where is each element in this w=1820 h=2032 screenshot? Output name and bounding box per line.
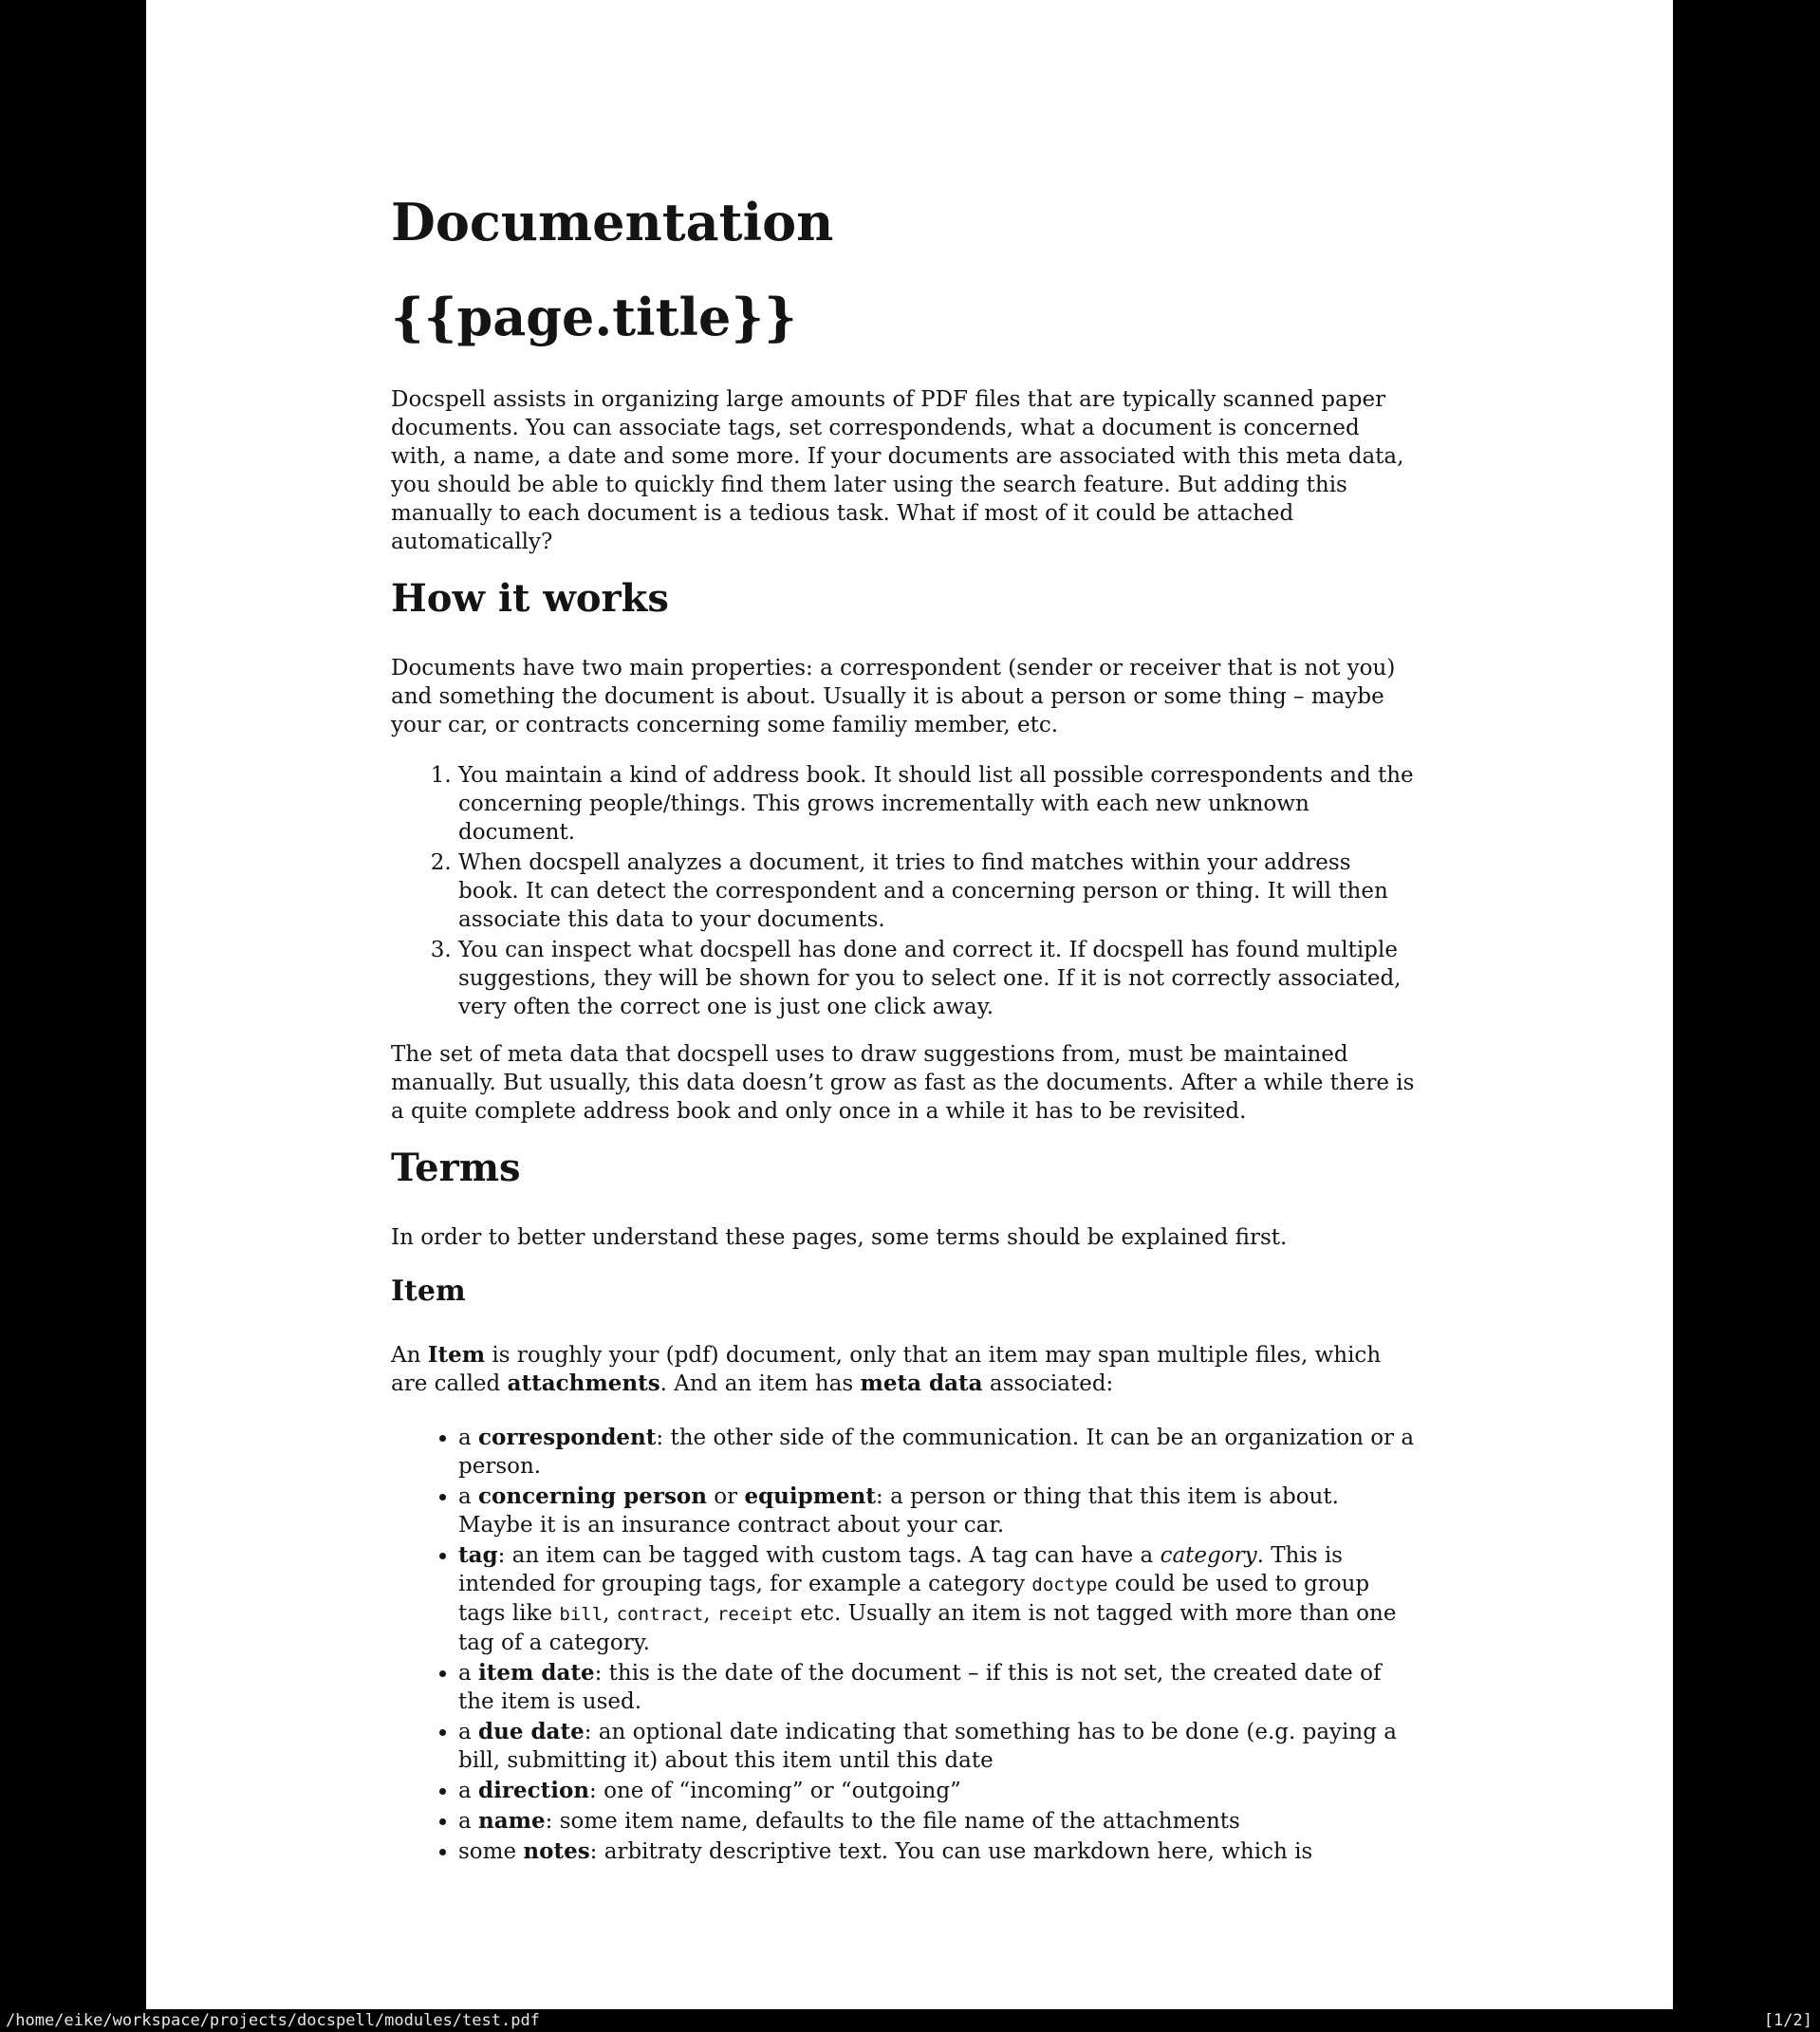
paragraph xyxy=(391,1341,1416,1398)
status-bar xyxy=(0,2009,1820,2032)
text-run: : an item can be tagged with custom tags. A tag can have a xyxy=(497,1542,1161,1568)
text-run: You maintain a kind of address book. It should list all possible correspondents and the concerning people/things. This grows incrementally with each new unknown document. xyxy=(458,762,1414,845)
text-run: An xyxy=(391,1342,428,1368)
text-run: In order to better understand these pages, some terms should be explained first. xyxy=(391,1224,1288,1250)
text-run: or xyxy=(706,1483,745,1509)
bold-text: notes xyxy=(523,1837,590,1864)
text-run: : a person or thing that this item is about. Maybe it is an insurance contract about your car. xyxy=(458,1483,1339,1538)
bold-text: name xyxy=(478,1807,546,1834)
paragraph xyxy=(391,1223,1416,1252)
text-run: , xyxy=(603,1600,617,1626)
list-item xyxy=(458,1837,1416,1866)
list-item xyxy=(458,936,1416,1021)
pdf-page xyxy=(146,0,1673,2009)
bold-text: concerning person xyxy=(478,1482,707,1509)
paragraph xyxy=(391,1040,1416,1126)
inline-code: receipt xyxy=(716,1603,793,1625)
inline-code: bill xyxy=(559,1603,604,1625)
paragraph xyxy=(391,385,1416,556)
text-run: a xyxy=(458,1425,479,1450)
text-run: , xyxy=(703,1600,717,1626)
file-path: /home/eike/workspace/projects/docspell/modules/test.pdf xyxy=(6,2011,540,2030)
list-item xyxy=(458,1424,1416,1481)
text-run: a xyxy=(458,1660,479,1686)
text-run: could be used to group tags like xyxy=(458,1571,1370,1626)
text-run: Docspell assists in organizing large amounts of PDF files that are typically scanned paper documents. You can associate tags, set correspondends, what a document is concerned with, a name, a date and some more. If your documents are associated with this meta data, you should be able to quickly find them later using the search feature. But adding this manually to each document is a tedious task. What if most of it could be attached automatically? xyxy=(391,386,1404,554)
heading-terms: Terms xyxy=(391,1145,521,1190)
list-item xyxy=(458,1777,1416,1805)
bold-text: correspondent xyxy=(478,1424,657,1450)
text-run: a xyxy=(458,1719,479,1744)
italic-text: category xyxy=(1160,1542,1257,1568)
heading-page-title: {{page.title}} xyxy=(391,287,797,348)
text-run: : one of “incoming” or “outgoing” xyxy=(589,1778,961,1803)
list-item xyxy=(458,848,1416,934)
bold-text: due date xyxy=(478,1718,585,1744)
list-item xyxy=(458,1659,1416,1716)
bold-text: equipment xyxy=(744,1482,877,1509)
text-run: a xyxy=(458,1808,479,1834)
ordered-list xyxy=(391,761,1416,1021)
heading-how-it-works: How it works xyxy=(391,575,669,621)
bullet-list xyxy=(391,1424,1416,1866)
list-item xyxy=(458,1807,1416,1836)
text-run: . This is intended for grouping tags, for example a category xyxy=(458,1542,1343,1596)
text-run: : the other side of the communication. It can be an organization or a person. xyxy=(458,1425,1415,1479)
text-run: When docspell analyzes a document, it tries to find matches within your address book. It can detect the correspondent and a concerning person or thing. It will then associate this data to your documents. xyxy=(458,849,1388,932)
bold-text: direction xyxy=(478,1777,590,1803)
text-run: is roughly your (pdf) document, only that an item may span multiple files, which are called xyxy=(391,1342,1382,1396)
text-run: The set of meta data that docspell uses to draw suggestions from, must be maintained manually. But usually, this data doesn’t grow as fast as the documents. After a while there is a quite complete address book and only once in a while it has to be revisited. xyxy=(391,1041,1415,1124)
bold-text: Item xyxy=(427,1341,486,1368)
inline-code: contract xyxy=(616,1603,704,1625)
text-run: : this is the date of the document – if this is not set, the created date of the item is used. xyxy=(458,1660,1382,1714)
text-run: You can inspect what docspell has done and correct it. If docspell has found multiple suggestions, they will be shown for you to select one. If it is not correctly associated, very often the correct one is just one click away. xyxy=(458,937,1402,1019)
text-run: . And an item has xyxy=(659,1370,861,1396)
heading-documentation: Documentation xyxy=(391,192,834,252)
text-run: associated: xyxy=(982,1370,1114,1396)
bold-text: attachments xyxy=(507,1370,660,1396)
list-item xyxy=(458,1718,1416,1775)
inline-code: doctype xyxy=(1031,1574,1108,1595)
text-run: : some item name, defaults to the file name of the attachments xyxy=(545,1808,1240,1834)
text-run: a xyxy=(458,1483,479,1509)
paragraph xyxy=(391,654,1416,739)
text-run: Documents have two main properties: a correspondent (sender or receiver that is not you) and something the document is about. Usually it is about a person or some thing – maybe your car, or contracts concerning some familiy member, etc. xyxy=(391,655,1396,737)
bold-text: tag xyxy=(458,1541,498,1568)
text-run: : arbitraty descriptive text. You can use markdown here, which is xyxy=(589,1838,1313,1864)
heading-item: Item xyxy=(391,1274,466,1308)
page-indicator: [1/2] xyxy=(1763,2011,1812,2030)
list-item xyxy=(458,1482,1416,1539)
bold-text: meta data xyxy=(860,1370,983,1396)
text-run: some xyxy=(458,1838,524,1864)
bold-text: item date xyxy=(478,1659,595,1686)
document-content xyxy=(391,0,1416,1868)
text-run: : an optional date indicating that something has to be done (e.g. paying a bill, submitting it) about this item until this date xyxy=(458,1719,1397,1773)
list-item xyxy=(458,761,1416,847)
text-run: a xyxy=(458,1778,479,1803)
text-run: etc. Usually an item is not tagged with more than one tag of a category. xyxy=(458,1600,1397,1655)
list-item xyxy=(458,1541,1416,1657)
